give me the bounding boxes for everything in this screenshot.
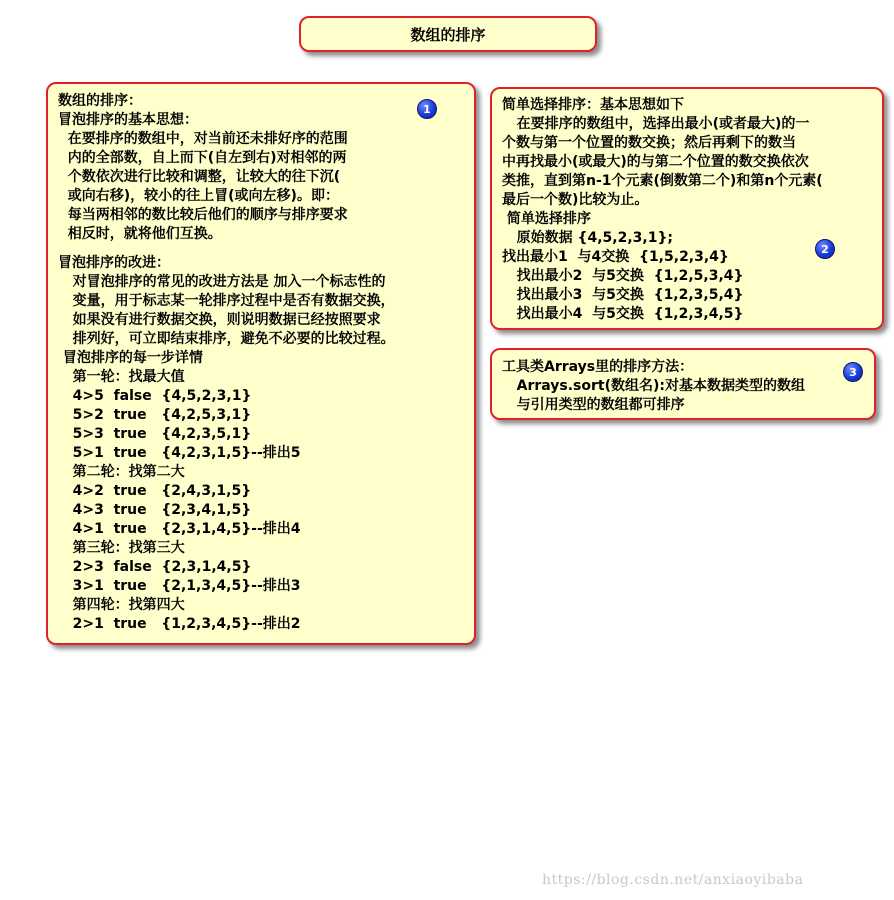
- text-line: 相反时，就将他们互换。: [58, 226, 222, 242]
- text-line: 冒泡排序的基本思想：: [58, 112, 198, 128]
- text-line: 简单选择排序: [502, 211, 591, 227]
- text-line: 每当两相邻的数比较后他们的顺序与排序要求: [58, 207, 348, 223]
- badge-3-icon: 3: [843, 362, 863, 382]
- watermark: https://blog.csdn.net/anxiaoyibaba: [542, 872, 804, 888]
- text-line: 2>1 true {1,2,3,4,5}--排出2: [58, 616, 301, 632]
- text-line: 冒泡排序的每一步详情: [58, 350, 203, 366]
- text-line: 或向右移)，较小的往上冒(或向左移)。即：: [58, 188, 339, 204]
- arrays-sort-box: [490, 348, 876, 420]
- badge-2-icon: 2: [815, 239, 835, 259]
- text-line: 4>3 true {2,3,4,1,5}: [58, 502, 252, 518]
- text-line: 找出最小1 与4交换 {1,5,2,3,4}: [502, 249, 729, 265]
- text-line: 第三轮：找第三大: [58, 540, 185, 556]
- text-line: 内的全部数，自上而下(自左到右)对相邻的两: [58, 150, 347, 166]
- text-line: Arrays.sort(数组名):对基本数据类型的数组: [502, 378, 806, 394]
- text-line: 最后一个数)比较为止。: [502, 192, 649, 208]
- text-line: 排列好，可立即结束排序，避免不必要的比较过程。: [58, 331, 395, 347]
- text-line: 个数与第一个位置的数交换；然后再剩下的数当: [502, 135, 796, 151]
- text-line: 中再找最小(或最大)的与第二个位置的数交换依次: [502, 154, 809, 170]
- badge-1-icon: 1: [417, 99, 437, 119]
- text-line: 个数依次进行比较和调整，让较大的往下沉(: [58, 169, 341, 185]
- text-line: 与引用类型的数组都可排序: [502, 397, 685, 413]
- text-line: 5>2 true {4,2,5,3,1}: [58, 407, 252, 423]
- text-line: 在要排序的数组中，对当前还未排好序的范围: [58, 131, 348, 147]
- text-line: 变量，用于标志某一轮排序过程中是否有数据交换，: [58, 293, 395, 309]
- text-line: 第二轮：找第二大: [58, 464, 185, 480]
- text-line: 4>2 true {2,4,3,1,5}: [58, 483, 252, 499]
- text-line: 在要排序的数组中，选择出最小(或者最大)的一: [502, 116, 810, 132]
- selection-sort-box: [490, 87, 884, 330]
- text-line: 5>3 true {4,2,3,5,1}: [58, 426, 252, 442]
- text-line: 原始数据 {4,5,2,3,1};: [502, 230, 674, 246]
- text-line: 4>5 false {4,5,2,3,1}: [58, 388, 252, 404]
- text-line: 类推，直到第n-1个元素(倒数第二个)和第n个元素(: [502, 173, 823, 189]
- text-line: 如果没有进行数据交换，则说明数据已经按照要求: [58, 312, 381, 328]
- text-line: 3>1 true {2,1,3,4,5}--排出3: [58, 578, 301, 594]
- page-title: 数组的排序: [410, 25, 486, 44]
- text-line: 找出最小3 与5交换 {1,2,3,5,4}: [502, 287, 744, 303]
- text-line: 冒泡排序的改进：: [58, 255, 170, 271]
- text-line: 对冒泡排序的常见的改进方法是 加入一个标志性的: [58, 274, 386, 290]
- text-line: 简单选择排序：基本思想如下: [502, 97, 684, 113]
- text-line: 找出最小4 与5交换 {1,2,3,4,5}: [502, 306, 744, 322]
- text-line: 第四轮：找第四大: [58, 597, 185, 613]
- text-line: 找出最小2 与5交换 {1,2,5,3,4}: [502, 268, 744, 284]
- title-box: [299, 16, 597, 52]
- text-line: 2>3 false {2,3,1,4,5}: [58, 559, 252, 575]
- bubble-sort-box: [46, 82, 476, 645]
- text-line: 4>1 true {2,3,1,4,5}--排出4: [58, 521, 301, 537]
- text-line: 5>1 true {4,2,3,1,5}--排出5: [58, 445, 301, 461]
- spacer: [58, 244, 468, 254]
- text-line: 工具类Arrays里的排序方法：: [502, 359, 694, 375]
- text-line: 第一轮：找最大值: [58, 369, 185, 385]
- text-line: 数组的排序：: [58, 93, 142, 109]
